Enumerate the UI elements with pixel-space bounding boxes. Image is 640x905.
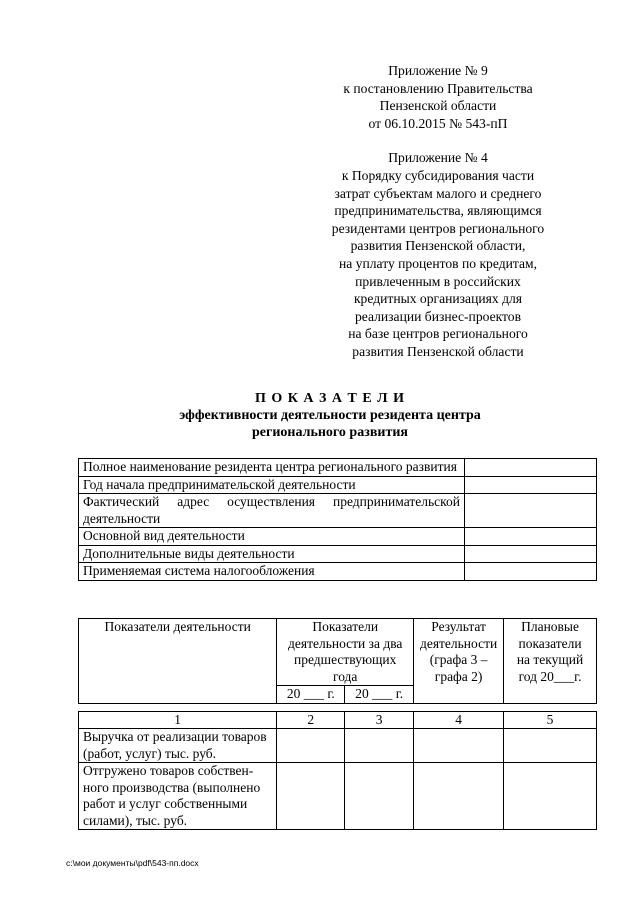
indicator-text: (работ, услуг) тыс. руб. xyxy=(83,745,217,761)
header-text: предшествующих xyxy=(294,652,397,667)
indicator-text: работ и услуг собственными xyxy=(83,796,248,811)
appendix4-line: привлеченным в российских xyxy=(355,273,521,289)
indicator-text: Выручка от реализации товаров xyxy=(83,729,267,744)
info-value-cell[interactable] xyxy=(465,563,597,581)
header-planned xyxy=(504,619,597,704)
table-row xyxy=(79,476,597,494)
info-value-cell[interactable] xyxy=(465,545,597,563)
value-cell[interactable] xyxy=(414,763,504,830)
resident-info-table xyxy=(78,458,597,581)
info-value-cell[interactable] xyxy=(465,459,597,477)
info-value-cell[interactable] xyxy=(465,494,597,528)
document-heading xyxy=(60,390,600,441)
header-text: Результат xyxy=(431,619,486,634)
header-text: на текущий xyxy=(516,652,584,667)
appendix9-line1: Приложение № 9 xyxy=(388,63,488,78)
appendix4-line: предпринимательства, являющимся xyxy=(334,203,542,219)
subheader-year-b: 20 ___ г. xyxy=(345,686,414,704)
appendix4-line: Приложение № 4 xyxy=(388,150,488,166)
indicator-revenue xyxy=(79,729,277,763)
appendix9-line2: к постановлению Правительства xyxy=(343,80,533,96)
header-indicators xyxy=(79,619,277,704)
value-cell[interactable] xyxy=(345,763,414,830)
header-text: (графа 3 – xyxy=(429,652,488,667)
header-text: Показатели xyxy=(312,619,379,634)
appendix4-line: к Порядку субсидирования части xyxy=(341,167,535,183)
indicator-shipped-goods xyxy=(79,763,277,830)
appendix4-line: развития Пензенской области, xyxy=(350,238,526,254)
info-label: Год начала предпринимательской деятельности xyxy=(79,476,465,494)
appendix4-line: кредитных организациях для xyxy=(353,291,523,307)
indicator-text: ного производства (выполнено xyxy=(83,779,261,795)
header-text: деятельности за два xyxy=(288,635,403,651)
table-row xyxy=(79,528,597,546)
document-title: П О К А З А Т Е Л И xyxy=(254,391,406,406)
value-cell[interactable] xyxy=(277,763,345,830)
info-label: Дополнительные виды деятельности xyxy=(79,545,465,563)
indicator-text: Отгружено товаров собствен- xyxy=(83,763,254,778)
appendix4-line: резидентами центров регионального xyxy=(331,220,545,236)
header-text: год 20___г. xyxy=(518,668,582,684)
column-number: 2 xyxy=(277,711,345,729)
table-row xyxy=(79,729,597,763)
header-prior-years xyxy=(277,619,414,686)
appendix4-line: на уплату процентов по кредитам, xyxy=(338,255,538,271)
table-row xyxy=(79,494,597,528)
header-text: Плановые xyxy=(521,619,579,634)
appendix9-line3: Пензенской области xyxy=(379,98,497,114)
table-row xyxy=(79,563,597,581)
value-cell[interactable] xyxy=(277,729,345,763)
value-cell[interactable] xyxy=(414,729,504,763)
document-subtitle-line1: эффективности деятельности резидента центра xyxy=(179,408,481,423)
info-value-cell[interactable] xyxy=(465,528,597,546)
header-text: графа 2) xyxy=(434,668,483,684)
appendix4-line: развития Пензенской области xyxy=(352,343,524,359)
indicator-text: силами), тыс. руб. xyxy=(83,812,188,828)
info-label: Применяемая система налогообложения xyxy=(79,563,465,581)
header-text: года xyxy=(333,668,358,684)
value-cell[interactable] xyxy=(504,729,597,763)
column-number: 5 xyxy=(504,711,597,729)
appendix4-line: реализации бизнес-проектов xyxy=(354,308,522,324)
value-cell[interactable] xyxy=(345,729,414,763)
appendix4-line: затрат субъектам малого и среднего xyxy=(334,185,542,201)
info-label: Основной вид деятельности xyxy=(79,528,465,546)
column-number: 1 xyxy=(79,711,277,729)
document-subtitle-line2: регионального развития xyxy=(251,425,408,440)
appendix9-line4: от 06.10.2015 № 543-пП xyxy=(368,115,508,131)
column-number: 3 xyxy=(345,711,414,729)
header-result xyxy=(414,619,504,704)
table-row xyxy=(79,763,597,830)
appendix4-line: на базе центров регионального xyxy=(348,326,528,342)
header-text: деятельности xyxy=(419,635,498,651)
header-indicators-label: Показатели деятельности xyxy=(104,619,251,634)
file-path-footer: c:\мои документы\pdf\543-пп.docx xyxy=(66,858,199,868)
column-numbers-row xyxy=(79,711,597,729)
info-label: Фактический адрес осуществления предпринимательской деятельности xyxy=(79,494,465,528)
table-row xyxy=(79,545,597,563)
value-cell[interactable] xyxy=(504,763,597,830)
info-value-cell[interactable] xyxy=(465,476,597,494)
table-spacer-row xyxy=(79,703,597,711)
appendix-header xyxy=(308,62,568,361)
table-row xyxy=(79,459,597,477)
column-number: 4 xyxy=(414,711,504,729)
subheader-year-a: 20 ___ г. xyxy=(277,686,345,704)
indicators-table xyxy=(78,618,597,830)
header-text: показатели xyxy=(518,635,582,651)
table-header-row xyxy=(79,619,597,686)
info-label: Полное наименование резидента центра регионального развития xyxy=(79,459,465,477)
